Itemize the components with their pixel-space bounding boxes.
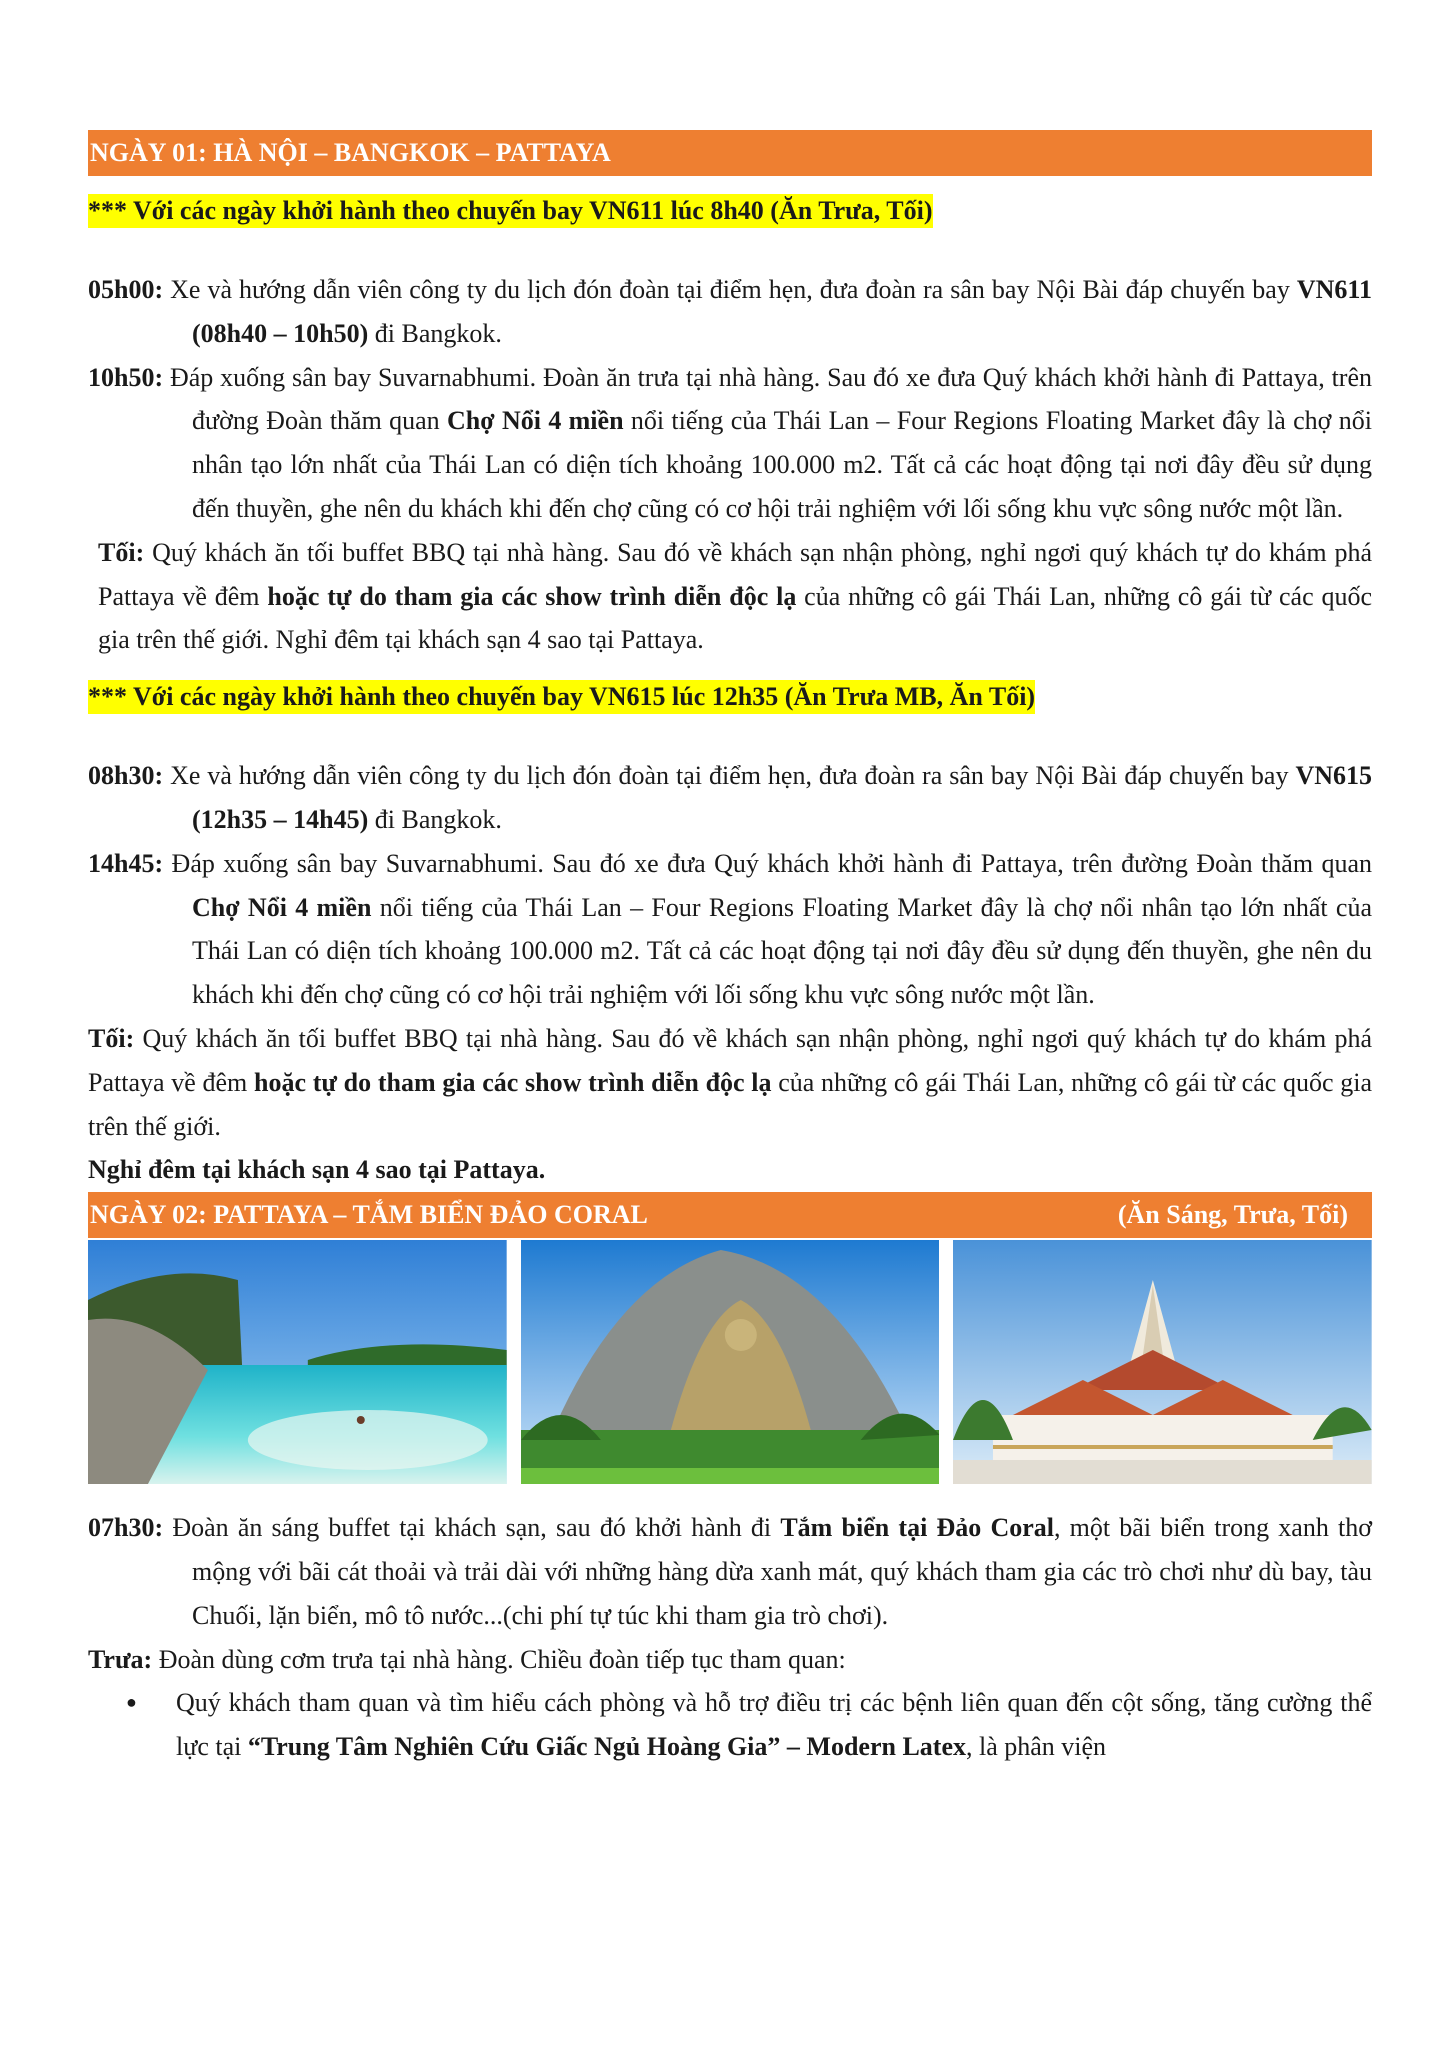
itinerary-entry: Tối: Quý khách ăn tối buffet BBQ tại nhà hàng. Sau đó về khách sạn nhận phòng, nghỉ ngơi quý khách tự do khám phá Pattaya về đêm hoặc tự do tham gia các show trình diễn độc lạ của những cô gái Thái Lan, những cô gái từ các quốc gia trên thế giới. xyxy=(88,1023,1373,1141)
overnight-note: Nghỉ đêm tại khách sạn 4 sao tại Pattaya. xyxy=(88,1155,546,1185)
day2-title-bar xyxy=(88,1192,1372,1238)
itinerary-entry: 14h45: Đáp xuống sân bay Suvarnabhumi. Sau đó xe đưa Quý khách khởi hành đi Pattaya, trên đường Đoàn thăm quan Chợ Nổi 4 miền nổi tiếng của Thái Lan – Four Regions Floating Market đây là chợ nổi nhân tạo lớn nhất của Thái Lan có diện tích khoảng 100.000 m2. Tất cả các hoạt động tại nơi đây đều sử dụng đến thuyền, ghe nên du khách khi đến chợ cũng có cơ hội trải nghiệm với lối sống khu vực sông nước một lần. xyxy=(88,848,1373,1010)
activity-list xyxy=(88,1681,1372,1769)
day1-title: NGÀY 01: HÀ NỘI – BANGKOK – PATTAYA xyxy=(90,138,611,167)
temple-photo xyxy=(953,1240,1372,1484)
list-item: ● Quý khách tham quan và tìm hiểu cách phòng và hỗ trợ điều trị các bệnh liên quan đến cột sống, tăng cường thể lực tại “Trung Tâm Nghiên Cứu Giấc Ngủ Hoàng Gia” – Modern Latex, là phân viện xyxy=(176,1681,1372,1769)
itinerary-entry: 08h30: Xe và hướng dẫn viên công ty du lịch đón đoàn tại điểm hẹn, đưa đoàn ra sân bay Nội Bài đáp chuyến bay VN615 (12h35 – 14h45) đi Bangkok. xyxy=(88,761,1372,834)
itinerary-entry: Trưa: Đoàn dùng cơm trưa tại nhà hàng. Chiều đoàn tiếp tục tham quan: xyxy=(88,1644,846,1674)
itinerary-entry: 05h00: Xe và hướng dẫn viên công ty du lịch đón đoàn tại điểm hẹn, đưa đoàn ra sân bay Nội Bài đáp chuyến bay VN611 (08h40 – 10h50) đi Bangkok. xyxy=(88,275,1372,348)
document-page xyxy=(88,130,1372,1769)
flight-option-2-header: *** Với các ngày khởi hành theo chuyến bay VN615 lúc 12h35 (Ăn Trưa MB, Ăn Tối) xyxy=(88,680,1035,714)
day1-title-bar xyxy=(88,130,1372,176)
coral-island-beach-photo xyxy=(88,1240,507,1484)
day2-meals: (Ăn Sáng, Trưa, Tối) xyxy=(1117,1200,1348,1230)
day2-title: NGÀY 02: PATTAYA – TẮM BIỂN ĐẢO CORAL xyxy=(90,1200,648,1230)
itinerary-entry: Tối: Quý khách ăn tối buffet BBQ tại nhà hàng. Sau đó về khách sạn nhận phòng, nghỉ ngơi quý khách tự do khám phá Pattaya về đêm hoặc tự do tham gia các show trình diễn độc lạ của những cô gái Thái Lan, những cô gái từ các quốc gia trên thế giới. Nghỉ đêm tại khách sạn 4 sao tại Pattaya. xyxy=(98,537,1372,655)
buddha-mountain-photo xyxy=(521,1240,940,1484)
itinerary-entry: 07h30: Đoàn ăn sáng buffet tại khách sạn, sau đó khởi hành đi Tắm biển tại Đảo Coral, một bãi biển trong xanh thơ mộng với bãi cát thoải và trải dài với những hàng dừa xanh mát, quý khách tham gia các trò chơi như dù bay, tàu Chuối, lặn biển, mô tô nước...(chi phí tự túc khi tham gia trò chơi). xyxy=(88,1513,1372,1630)
photo-strip xyxy=(88,1240,1372,1484)
itinerary-entry: 10h50: Đáp xuống sân bay Suvarnabhumi. Đoàn ăn trưa tại nhà hàng. Sau đó xe đưa Quý khách khởi hành đi Pattaya, trên đường Đoàn thăm quan Chợ Nổi 4 miền nổi tiếng của Thái Lan – Four Regions Floating Market đây là chợ nổi nhân tạo lớn nhất của Thái Lan có diện tích khoảng 100.000 m2. Tất cả các hoạt động tại nơi đây đều sử dụng đến thuyền, ghe nên du khách khi đến chợ cũng có cơ hội trải nghiệm với lối sống khu vực sông nước một lần. xyxy=(88,362,1372,523)
flight-option-1-header: *** Với các ngày khởi hành theo chuyến bay VN611 lúc 8h40 (Ăn Trưa, Tối) xyxy=(88,194,933,228)
